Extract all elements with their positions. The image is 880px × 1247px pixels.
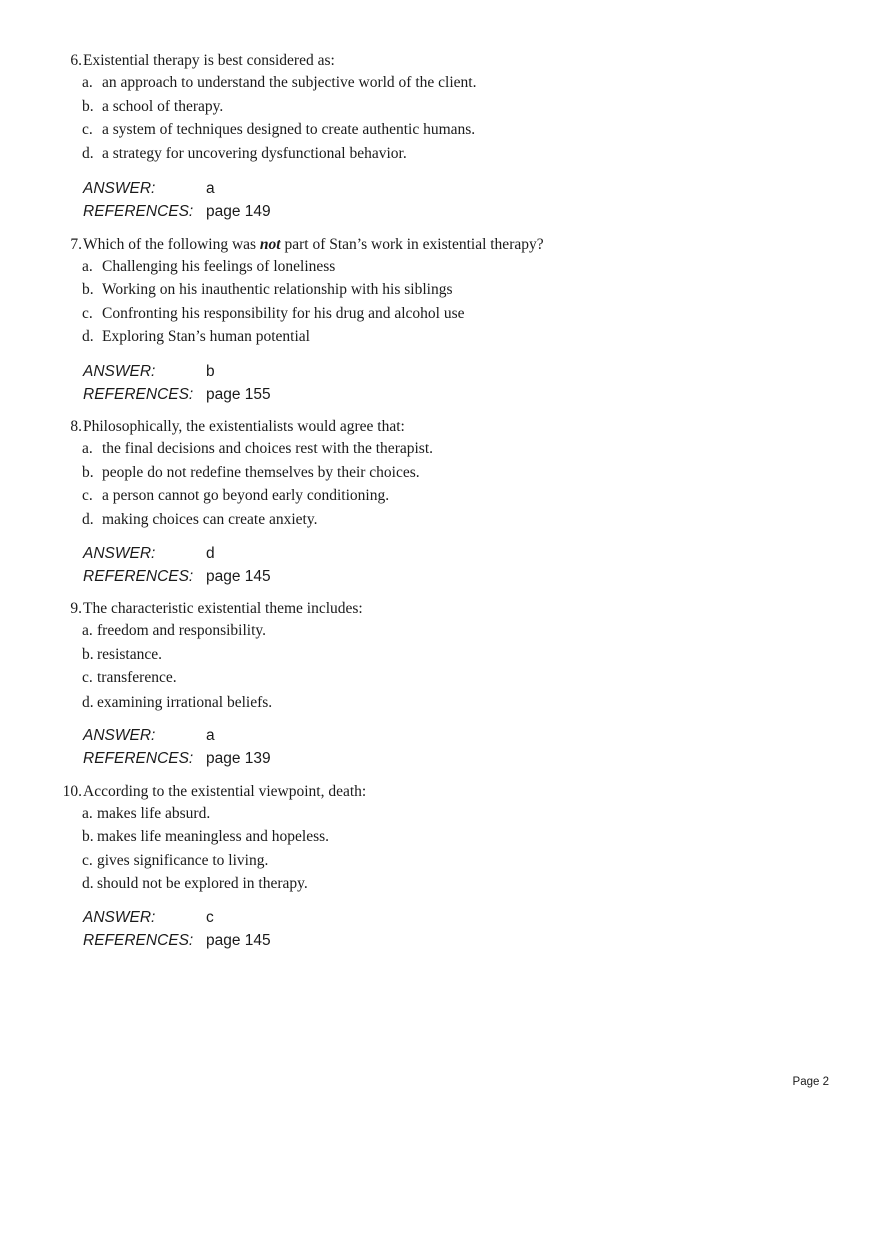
option-c — [82, 304, 465, 324]
option-text: resistance. — [97, 646, 162, 663]
option-a — [82, 804, 210, 824]
option-b — [82, 827, 329, 847]
answer-value: a — [206, 727, 215, 744]
option-a — [82, 621, 266, 641]
option-letter: b. — [82, 828, 94, 845]
question-text: Existential therapy is best considered as: — [83, 52, 335, 69]
references-value: page 145 — [206, 932, 271, 949]
question-number: 8. — [70, 418, 82, 435]
option-b — [82, 645, 162, 665]
answer-label: ANSWER: — [83, 180, 156, 197]
question-stem — [0, 235, 544, 255]
references-value: page 149 — [206, 203, 271, 220]
answer-label: ANSWER: — [83, 545, 156, 562]
option-text: transference. — [97, 669, 177, 686]
question-stem — [0, 599, 363, 619]
option-letter: a. — [82, 440, 93, 457]
option-text: a system of techniques designed to create authentic humans. — [102, 121, 476, 138]
references-label: REFERENCES: — [83, 386, 194, 403]
answer-value: a — [206, 180, 215, 197]
option-text: makes life absurd. — [97, 805, 211, 822]
option-text: an approach to understand the subjective world of the client. — [102, 74, 477, 91]
option-text: the final decisions and choices rest with the therapist. — [102, 440, 434, 457]
references-label: REFERENCES: — [83, 203, 194, 220]
answer-value: c — [206, 909, 214, 926]
question-number: 9. — [70, 600, 82, 617]
option-text: examining irrational beliefs. — [97, 694, 273, 711]
option-text: freedom and responsibility. — [97, 622, 267, 639]
references-value: page 145 — [206, 568, 271, 585]
option-a — [82, 257, 335, 277]
option-text: people do not redefine themselves by their choices. — [102, 464, 420, 481]
option-text: Exploring Stan’s human potential — [102, 328, 310, 345]
option-c — [82, 851, 268, 871]
answer-line — [83, 362, 215, 382]
option-d — [82, 693, 272, 713]
option-b — [82, 463, 420, 483]
answer-label: ANSWER: — [83, 909, 156, 926]
question-text: According to the existential viewpoint, death: — [83, 783, 367, 800]
answer-label: ANSWER: — [83, 363, 156, 380]
references-line — [83, 749, 271, 769]
answer-value: d — [206, 545, 215, 562]
option-letter: d. — [82, 511, 94, 528]
question-stem — [0, 417, 405, 437]
answer-line — [83, 544, 215, 564]
option-text: gives significance to living. — [97, 852, 269, 869]
question-number: 10. — [62, 783, 82, 800]
option-letter: b. — [82, 646, 94, 663]
option-letter: d. — [82, 328, 94, 345]
answer-line — [83, 179, 215, 199]
page-number: Page 2 — [792, 1076, 829, 1088]
option-letter: d. — [82, 875, 94, 892]
question-number: 7. — [70, 236, 82, 253]
question-text: Philosophically, the existentialists would agree that: — [83, 418, 405, 435]
option-text: Working on his inauthentic relationship with his siblings — [102, 281, 453, 298]
option-letter: a. — [82, 74, 93, 91]
question-stem — [0, 51, 335, 71]
question-number: 6. — [70, 52, 82, 69]
references-label: REFERENCES: — [83, 568, 194, 585]
references-line — [83, 931, 271, 951]
references-value: page 155 — [206, 386, 271, 403]
option-b — [82, 97, 223, 117]
option-letter: a. — [82, 622, 93, 639]
option-d — [82, 144, 407, 164]
question-text-after: part of Stan’s work in existential therapy? — [280, 236, 544, 253]
option-letter: d. — [82, 694, 94, 711]
references-line — [83, 567, 271, 587]
option-letter: c. — [82, 305, 93, 322]
option-letter: c. — [82, 669, 93, 686]
option-letter: c. — [82, 852, 93, 869]
option-text: a school of therapy. — [102, 98, 224, 115]
question-stem — [0, 782, 366, 802]
option-letter: b. — [82, 281, 94, 298]
answer-line — [83, 726, 215, 746]
option-d — [82, 510, 317, 530]
option-text: should not be explored in therapy. — [97, 875, 308, 892]
question-text: The characteristic existential theme includes: — [83, 600, 363, 617]
question-text-emphasis: not — [259, 236, 281, 253]
option-text: makes life meaningless and hopeless. — [97, 828, 330, 845]
option-d — [82, 327, 310, 347]
answer-line — [83, 908, 214, 928]
option-text: Challenging his feelings of loneliness — [102, 258, 336, 275]
references-value: page 139 — [206, 750, 271, 767]
option-a — [82, 73, 476, 93]
option-letter: a. — [82, 258, 93, 275]
option-text: a person cannot go beyond early conditioning. — [102, 487, 390, 504]
question-text-before: Which of the following was — [83, 236, 260, 253]
references-label: REFERENCES: — [83, 750, 194, 767]
option-a — [82, 439, 433, 459]
option-letter: c. — [82, 121, 93, 138]
option-letter: b. — [82, 98, 94, 115]
option-letter: c. — [82, 487, 93, 504]
answer-label: ANSWER: — [83, 727, 156, 744]
option-b — [82, 280, 453, 300]
option-c — [82, 486, 389, 506]
answer-value: b — [206, 363, 215, 380]
option-c — [82, 668, 177, 688]
option-text: a strategy for uncovering dysfunctional behavior. — [102, 145, 407, 162]
option-c — [82, 120, 475, 140]
references-line — [83, 385, 271, 405]
option-letter: b. — [82, 464, 94, 481]
option-text: Confronting his responsibility for his drug and alcohol use — [102, 305, 465, 322]
option-text: making choices can create anxiety. — [102, 511, 318, 528]
option-letter: a. — [82, 805, 93, 822]
references-label: REFERENCES: — [83, 932, 194, 949]
references-line — [83, 202, 271, 222]
option-d — [82, 874, 308, 894]
option-letter: d. — [82, 145, 94, 162]
